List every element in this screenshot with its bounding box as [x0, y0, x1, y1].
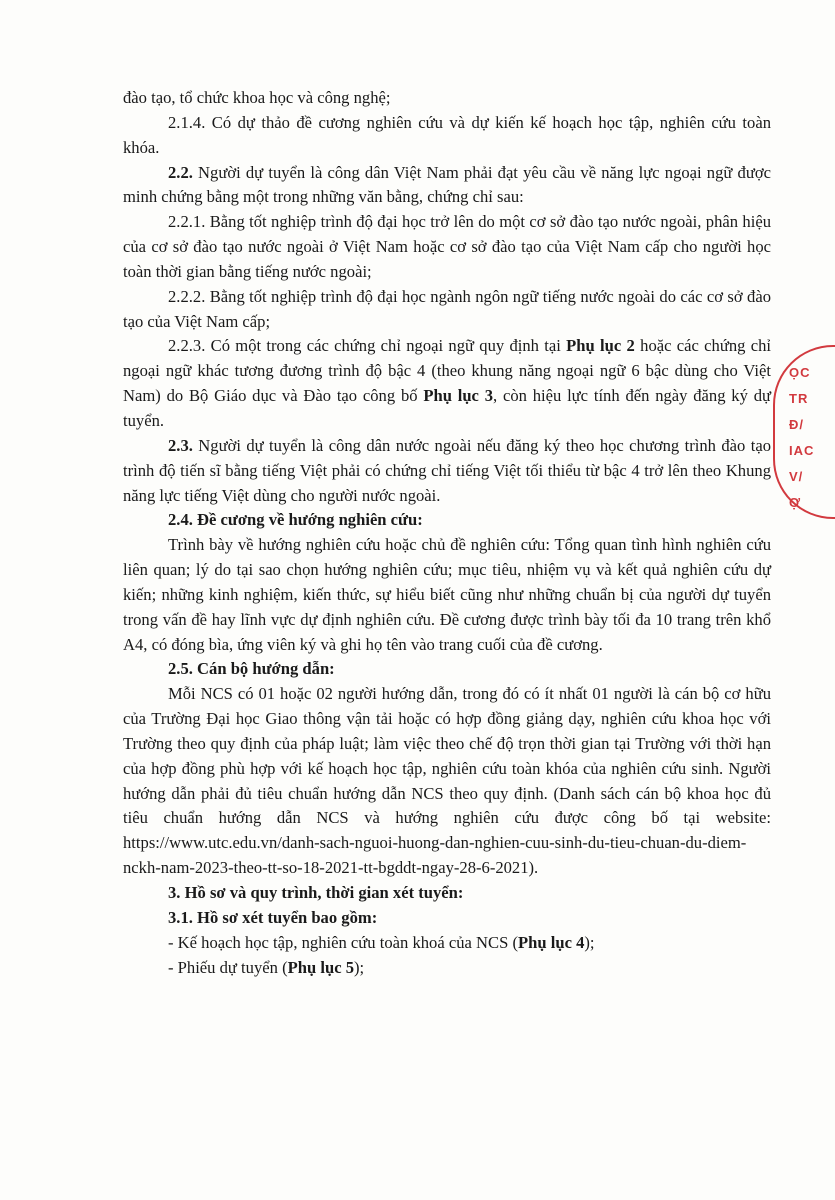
paragraph	[123, 434, 771, 509]
stamp-text: ỌC	[789, 365, 811, 380]
bold-text: Phụ lục 2	[566, 336, 635, 356]
paragraph	[123, 533, 771, 657]
stamp-text: TR	[789, 391, 809, 406]
bold-text: 3.1. Hồ sơ xét tuyển bao gồm:	[168, 907, 378, 927]
paragraph	[123, 881, 771, 906]
bold-text: 2.2.	[168, 162, 193, 182]
paragraph	[123, 210, 771, 285]
document-body	[123, 86, 771, 980]
bold-text: 3. Hồ sơ và quy trình, thời gian xét tuyển:	[168, 883, 464, 902]
paragraph	[123, 334, 771, 433]
stamp-text: Ợ	[789, 495, 802, 510]
bold-text: 2.3.	[168, 435, 193, 455]
bold-text: Phụ lục 5	[287, 957, 355, 977]
text-run: Mỗi NCS có 01 hoặc 02 người hướng dẫn, trong đó có ít nhất 01 người là cán bộ cơ hữu của Trường Đại học Giao thông vận tải hoặc có hợp đồng giảng dạy, nghiên cứu khoa học với Trường theo quy định của pháp luật; làm việc theo chế độ trọn thời gian tại Trường với thời hạn của hợp đồng phù hợp với kế hoạch học tập, nghiên cứu toàn khóa của nghiên cứu sinh. Người hướng dẫn phải đủ tiêu chuẩn hướng dẫn NCS theo quy định. (Danh sách cán bộ khoa học đủ tiêu chuẩn hướng dẫn NCS và hướng nghiên cứu được công bố tại website: https://www.utc.edu.vn/danh-sach-nguoi-huong-dan-nghien-cuu-sinh-du-tieu-chuan-du-diem-nckh-nam-2023-theo-tt-so-18-2021-tt-bgddt-ngay-28-6-2021).	[123, 684, 771, 878]
paragraph	[123, 111, 771, 161]
stamp-text: Đ/	[789, 417, 804, 432]
bold-text: Phụ lục 3	[423, 386, 494, 406]
text-run: );	[354, 957, 365, 977]
paragraph	[123, 906, 771, 931]
paragraph	[123, 86, 771, 111]
text-run: 2.2.3. Có một trong các chứng chỉ ngoại ngữ quy định tại	[168, 336, 567, 356]
bold-text: Phụ lục 4	[517, 932, 585, 952]
text-run: 2.2.2. Bằng tốt nghiệp trình độ đại học ngành ngôn ngữ tiếng nước ngoài do các cơ sở đào tạo của Việt Nam cấp;	[123, 286, 771, 331]
red-seal-stamp	[773, 345, 835, 519]
text-run: );	[584, 932, 595, 952]
paragraph	[123, 508, 771, 533]
text-run: hoặc các chứng chỉ ngoại ngữ khác tương đương trình độ bậc 4 (theo khung năng ngoại ngữ 6 bậc dùng cho Việt Nam) do Bộ Giáo dục và Đào tạo công bố	[123, 336, 771, 406]
text-run: 2.1.4. Có dự thảo đề cương nghiên cứu và dự kiến kế hoạch học tập, nghiên cứu toàn khóa.	[123, 112, 771, 157]
bold-text: 2.5. Cán bộ hướng dẫn:	[168, 659, 335, 679]
paragraph	[123, 285, 771, 335]
text-run: đào tạo, tổ chức khoa học và công nghệ;	[123, 88, 391, 107]
stamp-text: IAC	[789, 443, 815, 458]
text-run: 2.2.1. Bằng tốt nghiệp trình độ đại học trở lên do một cơ sở đào tạo nước ngoài, phân hiệu của cơ sở đào tạo nước ngoài ở Việt Nam hoặc cơ sở đào tạo của Việt Nam cấp cho người học toàn thời gian bằng tiếng nước ngoài;	[123, 212, 771, 281]
text-run: Người dự tuyển là công dân Việt Nam phải đạt yêu cầu về năng lực ngoại ngữ được minh chứng bằng một trong những văn bằng, chứng chỉ sau:	[123, 162, 771, 207]
text-run: - Phiếu dự tuyển (	[168, 957, 288, 977]
stamp-text: V/	[789, 469, 804, 484]
text-run: , còn hiệu lực tính đến ngày đăng ký dự tuyển.	[123, 386, 771, 430]
paragraph	[123, 682, 771, 881]
paragraph	[123, 956, 771, 981]
paragraph	[123, 657, 771, 682]
paragraph	[123, 161, 771, 211]
paragraph	[123, 931, 771, 956]
bold-text: 2.4. Đề cương về hướng nghiên cứu:	[168, 510, 423, 530]
text-run: - Kế hoạch học tập, nghiên cứu toàn khoá của NCS (	[168, 932, 518, 952]
text-run: Người dự tuyển là công dân nước ngoài nếu đăng ký theo học chương trình đào tạo trình độ tiến sĩ bằng tiếng Việt phải có chứng chỉ tiếng Việt tối thiểu từ bậc 4 trở lên theo Khung năng lực tiếng Việt dùng cho người nước ngoài.	[123, 435, 771, 505]
text-run: Trình bày về hướng nghiên cứu hoặc chủ đề nghiên cứu: Tổng quan tình hình nghiên cứu liên quan; lý do tại sao chọn hướng nghiên cứu; mục tiêu, nhiệm vụ và kết quả nghiên cứu dự kiến; những kinh nghiệm, kiến thức, sự hiểu biết cũng như những chuẩn bị của người dự tuyển trong vấn đề hay lĩnh vực dự định nghiên cứu. Đề cương được trình bày tối đa 10 trang trên khổ A4, có đóng bìa, ứng viên ký và ghi họ tên vào trang cuối của đề cương.	[123, 535, 771, 654]
